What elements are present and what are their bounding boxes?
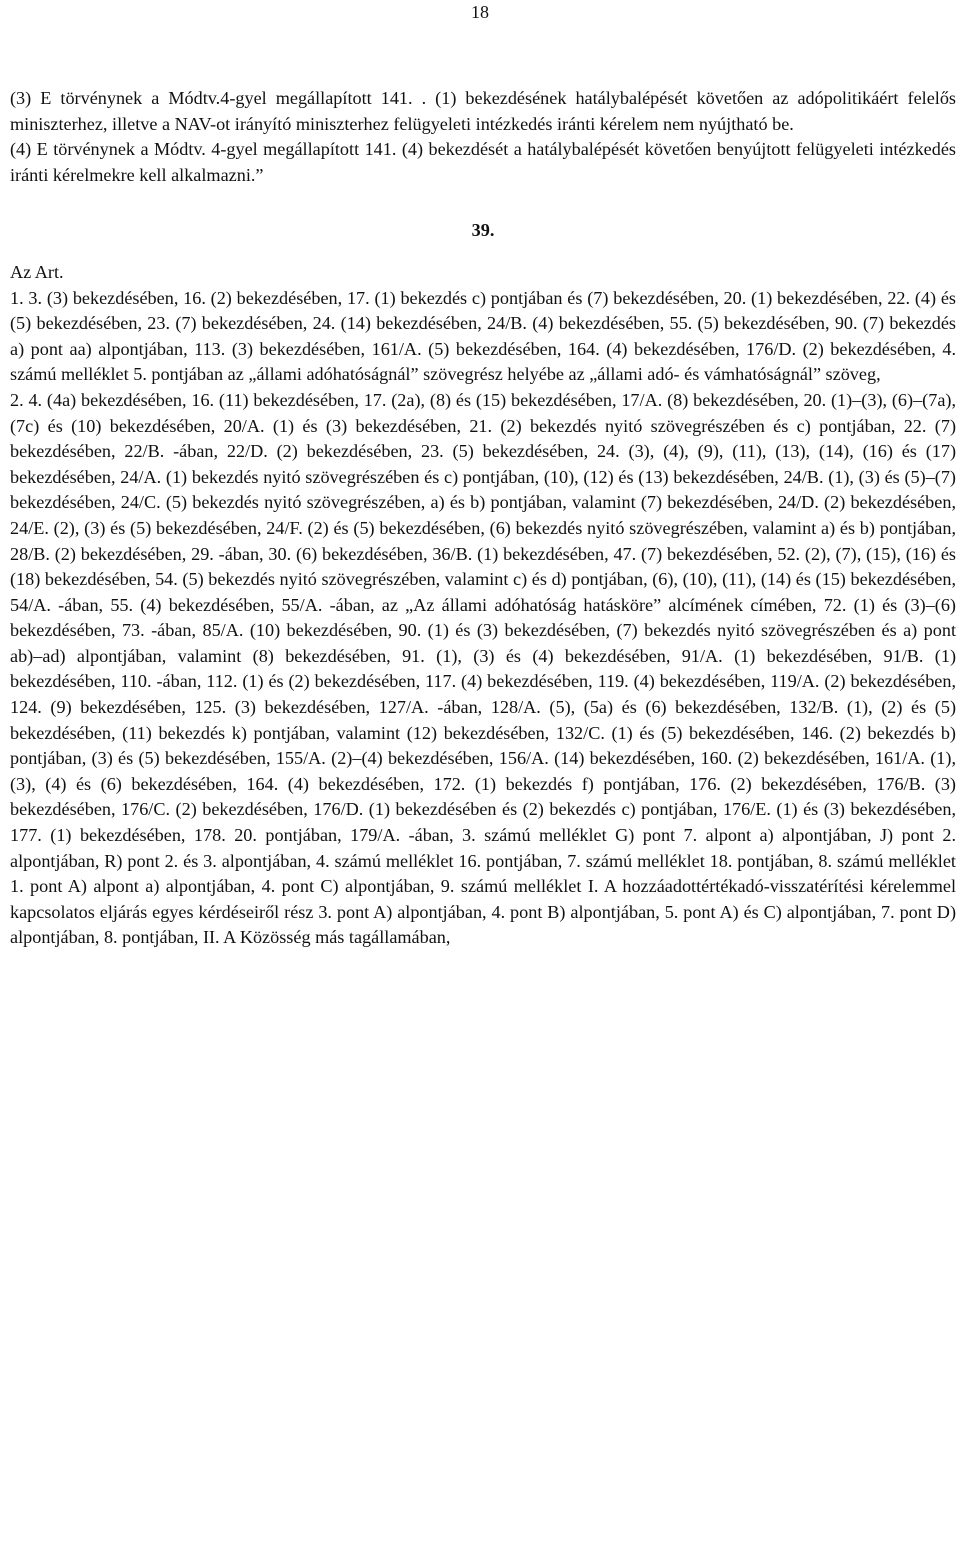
section-heading: 39.: [471, 220, 495, 241]
amendment-point-2: 2. 4. (4a) bekezdésében, 16. (11) bekezdésében, 17. (2a), (8) és (15) bekezdésében, 17/A. (8) bekezdésében, 20. (1)–(3), (6)–(7a), (7c) és (10) bekezdésében, 20/A. (1) és (3) bekezdésében, 21. (2) bekezdés nyitó szövegrészében és c) pontjában, 22. (7) bekezdésében, 22/B. -ában, 22/D. (2) bekezdésében, 23. (5) bekezdésében, 24. (3), (4), (9), (11), (13), (14), (16) és (17) bekezdésében, 24/A. (1) bekezdés nyitó szövegrészében és c) pontjában, (10), (12) és (13) bekezdésében, 24/B. (1), (3) és (5)–(7) bekezdésében, 24/C. (5) bekezdés nyitó szövegrészében, a) és b) pontjában, valamint (7) bekezdésében, 24/D. (2) bekezdésében, 24/E. (2), (3) és (5) bekezdésében, 24/F. (2) és (5) bekezdésében, (6) bekezdés nyitó szövegrészében, valamint a) és b) pontjában, 28/B. (2) bekezdésében, 29. -ában, 30. (6) bekezdésében, 36/B. (1) bekezdésében, 47. (7) bekezdésében, 52. (2), (7), (15), (16) és (18) bekezdésében, 54. (5) bekezdés nyitó szövegrészében, valamint c) és d) pontjában, (6), (10), (11), (14) és (15) bekezdésében, 54/A. -ában, 55. (4) bekezdésében, 55/A. -ában, az „Az állami adóhatóság hatásköre” alcímének címében, 72. (1) és (3)–(6) bekezdésében, 73. -ában, 85/A. (10) bekezdésében, 90. (1) és (3) bekezdésében, (7) bekezdés nyitó szövegrészében és a) pont ab)–ad) alpontjában, valamint (8) bekezdésében, 91. (1), (3) és (4) bekezdésében, 91/A. (1) bekezdésében, 91/B. (1) bekezdésében, 110. -ában, 112. (1) és (2) bekezdésében, 117. (4) bekezdésében, 119. (4) bekezdésében, 119/A. (2) bekezdésében, 124. (9) bekezdésében, 125. (3) bekezdésében, 127/A. -ában, 128/A. (5), (5a) és (6) bekezdésében, 132/B. (1), (2) és (5) bekezdésében, (11) bekezdés k) pontjában, valamint (12) bekezdésében, 132/C. (1) és (5) bekezdésében, 146. (2) bekezdés b) pontjában, (3) és (5) bekezdésében, 155/A. (2)–(4) bekezdésében, 156/A. (14) bekezdésében, 160. (2) bekezdésében, 161/A. (1), (3), (4) és (6) bekezdésében, 164. (4) bekezdésében, 172. (1) bekezdés f) pontjában, 176. (2) bekezdésében, 176/B. (3) bekezdésében, 176/C. (2) bekezdésében, 176/D. (1) bekezdésében és (2) bekezdés c) pontjában, 176/E. (1) és (3) bekezdésében, 177. (1) bekezdésében, 178. 20. pontjában, 179/A. -ában, 3. számú melléklet G) pont 7. alpont a) alpontjában, J) pont 2. alpontjában, R) pont 2. és 3. alpontjában, 4. számú melléklet 16. pontjában, 7. számú melléklet 18. pontjában, 8. számú melléklet 1. pont A) alpont a) alpontjában, 4. pont C) alpontjában, 9. számú melléklet I. A hozzáadottértékadó-visszatérítési kérelemmel kapcsolatos eljárás egyes kérdéseiről rész 3. pont A) alpontjában, 4. pont B) alpontjában, 5. pont A) és C) alpontjában, 7. pont D) alpontjában, 8. pontjában, II. A Közösség más tagállamában,: [10, 389, 956, 948]
act-reference: Az Art.: [10, 261, 64, 282]
document-body: [10, 86, 956, 951]
paragraph-3: (3) E törvénynek a Módtv.4-gyel megállapított 141. . (1) bekezdésének hatálybalépését követően az adópolitikáért felelős miniszterhez, illetve a NAV-ot irányító miniszterhez felügyeleti intézkedés iránti kérelem nem nyújtható be.: [10, 88, 956, 134]
page-number: 18: [471, 2, 489, 22]
paragraph-4: (4) E törvénynek a Módtv. 4-gyel megállapított 141. (4) bekezdését a hatálybalépését követően benyújtott felügyeleti intézkedés iránti kérelmekre kell alkalmazni.”: [10, 139, 956, 185]
amendment-point-1: 1. 3. (3) bekezdésében, 16. (2) bekezdésében, 17. (1) bekezdés c) pontjában és (7) bekezdésében, 20. (1) bekezdésében, 22. (4) és (5) bekezdésében, 23. (7) bekezdésében, 24. (14) bekezdésében, 24/B. (4) bekezdésében, 55. (5) bekezdésében, 90. (7) bekezdés a) pont aa) alpontjában, 113. (3) bekezdésében, 161/A. (5) bekezdésében, 164. (4) bekezdésében, 176/D. (2) bekezdésében, 4. számú melléklet 5. pontjában az „állami adóhatóságnál” szövegrész helyébe az „állami adó- és vámhatóságnál” szöveg,: [10, 287, 956, 385]
